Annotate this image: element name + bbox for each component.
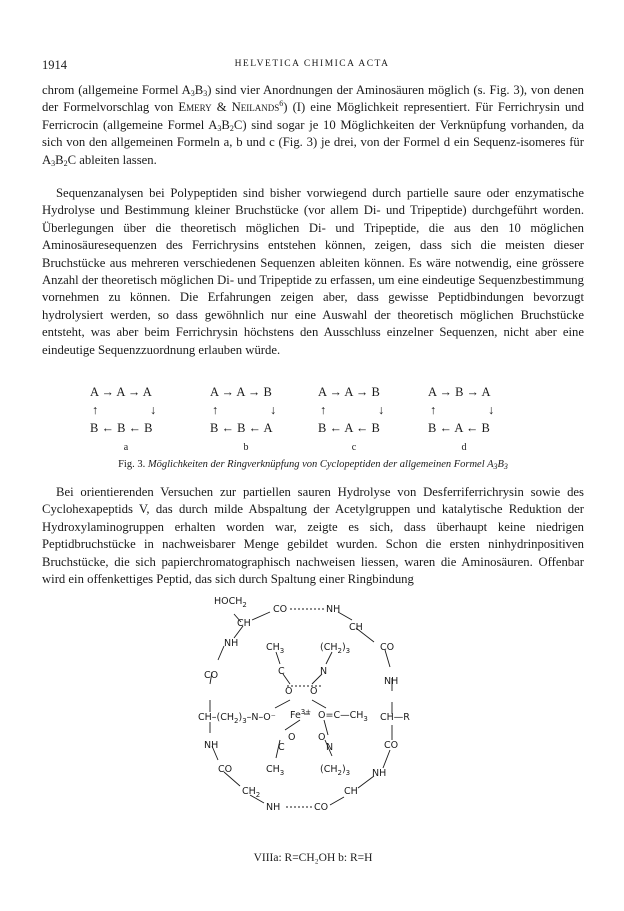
atom-label: O (318, 732, 326, 743)
atom-label: N (326, 742, 334, 753)
figure-3-caption: Fig. 3. Möglichkeiten der Ringverknüpfung von Cyclopeptiden der allgemeinen Formel $A_3B_3$ (118, 459, 508, 471)
bond (330, 797, 344, 805)
author-names: Emery & Neilands (178, 100, 280, 115)
atom-label: CH (344, 786, 358, 797)
atom-label: $HOCH_2$ (214, 596, 247, 609)
atom-label: CO (218, 764, 233, 775)
ring-label: b (243, 442, 249, 453)
paragraph-2: Sequenzanalysen bei Polypeptiden sind bisher vorwiegend durch partielle saure oder enzymatische Hydrolyse und Bestimmung kleiner Bruchstücke (vor allem Di- und Tripeptide) durchgeführt worden. Überlegungen über die theoretisch möglichen Di- und Tripeptide, die aus den 10 möglichen Aminosäuresequenzen des Ferrichrysins entstehen können, zeigen, dass sich die meisten dieser Bruchstücke aus mehreren verschiedenen Sequenzen ableiten können. Es wäre notwendig, eine grössere Anzahl der theoretisch möglichen Di- und Tripeptide zu erfassen, um eine eindeutige Sequenzbestimmung vornehmen zu können. Die Erfahrungen zeigen aber, dass gewisse Peptidbindungen bevorzugt hydrolysiert werden, so dass gewöhnlich nur eine Auswahl der theoretisch möglichen Bruchstücke entsteht, was aber beim Ferrichrysin höchstens den Ausschluss einzelner Sequenzen, nicht aber eine eindeutige Sequenzzuordnung erlauben würde. (42, 186, 584, 357)
atom-label: O (288, 732, 296, 743)
ring-label: a (123, 442, 129, 453)
atom-label: $O=C—CH_3$ (318, 710, 368, 723)
bond (285, 720, 300, 730)
atom-label: $CH_2$ (242, 786, 261, 799)
ring-scheme-b: A → A → B ↑ ↓ B ← B ← A b (210, 385, 310, 447)
ring-label: c (351, 442, 357, 453)
atom-label: C (278, 742, 285, 753)
page-number: 1914 (42, 58, 67, 72)
atom-label: O (310, 686, 318, 697)
atom-label: CH—R (380, 712, 410, 723)
ring-label: d (461, 442, 467, 453)
atom-label: NH (224, 638, 239, 649)
structure-diagram-viii (140, 590, 480, 850)
atom-label: CO (384, 740, 399, 751)
arrow-up-icon: ↑ (212, 403, 219, 417)
atom-label: NH (266, 802, 281, 813)
atom-label: $CH_3$ (266, 642, 285, 655)
atom-label: N (320, 666, 328, 677)
bond (252, 612, 270, 620)
atom-label: NH (204, 740, 219, 751)
bond (312, 700, 326, 708)
atom-label: $(CH_2)_3$ (320, 764, 351, 777)
atom-label: CO (273, 604, 288, 615)
arrow-up-icon: ↑ (430, 403, 437, 417)
figure-3-rings (90, 385, 550, 453)
page-header (42, 58, 582, 74)
atom-label: CO (380, 642, 395, 653)
atom-label: NH (326, 604, 341, 615)
atom-label: $(CH_2)_3$ (320, 642, 351, 655)
atom-label: $Fe^{3+}$ (290, 708, 312, 721)
bond (383, 750, 390, 768)
arrow-up-icon: ↑ (92, 403, 99, 417)
paragraph-1: chrom (allgemeine Formel $A_3B_3$) sind vier Anordnungen der Aminosäuren möglich (s. Fig. 3), von denen der Formelvorschlag von Emery & Neilands$^6$) (I) eine Möglichkeit representiert. Für Ferrichrysin und Ferricrocin (allgemeine Formel $A_3B_2C$) sind sogar je 10 Möglichkeiten der Verknüpfung vorhanden, da sich von den allgemeinen Formeln a, b und c (Fig. 3) je drei, von der Formel d ein Sequenz-isomeres für $A_3B_2C$ ableiten lassen. (42, 83, 585, 168)
arrow-down-icon: ↓ (378, 403, 385, 417)
ring-scheme-c: A → A → B ↑ ↓ B ← A ← B c (318, 385, 418, 447)
ring-scheme-d: A → B → A ↑ ↓ B ← A ← B d (428, 385, 528, 447)
atom-label: NH (372, 768, 387, 779)
bond (275, 700, 290, 708)
atom-label: O (285, 686, 293, 697)
reference-mark: 6 (279, 99, 284, 109)
arrow-up-icon: ↑ (320, 403, 327, 417)
ring-scheme-a: A → A → A ↑ ↓ B ← B ← B a (90, 385, 190, 447)
atom-label: CH (349, 622, 363, 633)
atom-label: $CH_3$ (266, 764, 285, 777)
atom-label: CO (314, 802, 329, 813)
atom-label: NH (384, 676, 399, 687)
paragraph-3: Bei orientierenden Versuchen zur partiellen sauren Hydrolyse von Desferriferrichrysin sowie des Cyclohexapeptids V, das durch milde Abspaltung der Acetylgruppen und katalytische Reduktion der Hydroxylaminogruppen erhalten worden war, zeigte es sich, dass überhaupt keine niedrigen Peptidbruchstücke in nachweisbarer Menge gebildet wurden. Schon die ersten ninhydrinpositiven Bruchstücke, die sich papierchromatographisch nachweisen liessen, waren die Aminosäuren. Offenbar wird ein offenkettiges Peptid, das sich durch Spaltung einer Ringbindung (42, 485, 584, 587)
bond (326, 652, 332, 664)
arrow-down-icon: ↓ (270, 403, 277, 417)
journal-title: HELVETICA CHIMICA ACTA (234, 59, 390, 69)
arrow-down-icon: ↓ (488, 403, 495, 417)
compound-label: VIIIa: R=CH₂OH b: R=H (253, 852, 373, 864)
atom-label: $CH-(CH_2)_3-N-O^-$ (198, 712, 276, 725)
atom-label: CO (204, 670, 219, 681)
atom-label: CH (237, 618, 251, 629)
arrow-down-icon: ↓ (150, 403, 157, 417)
atom-label: C (278, 666, 285, 677)
